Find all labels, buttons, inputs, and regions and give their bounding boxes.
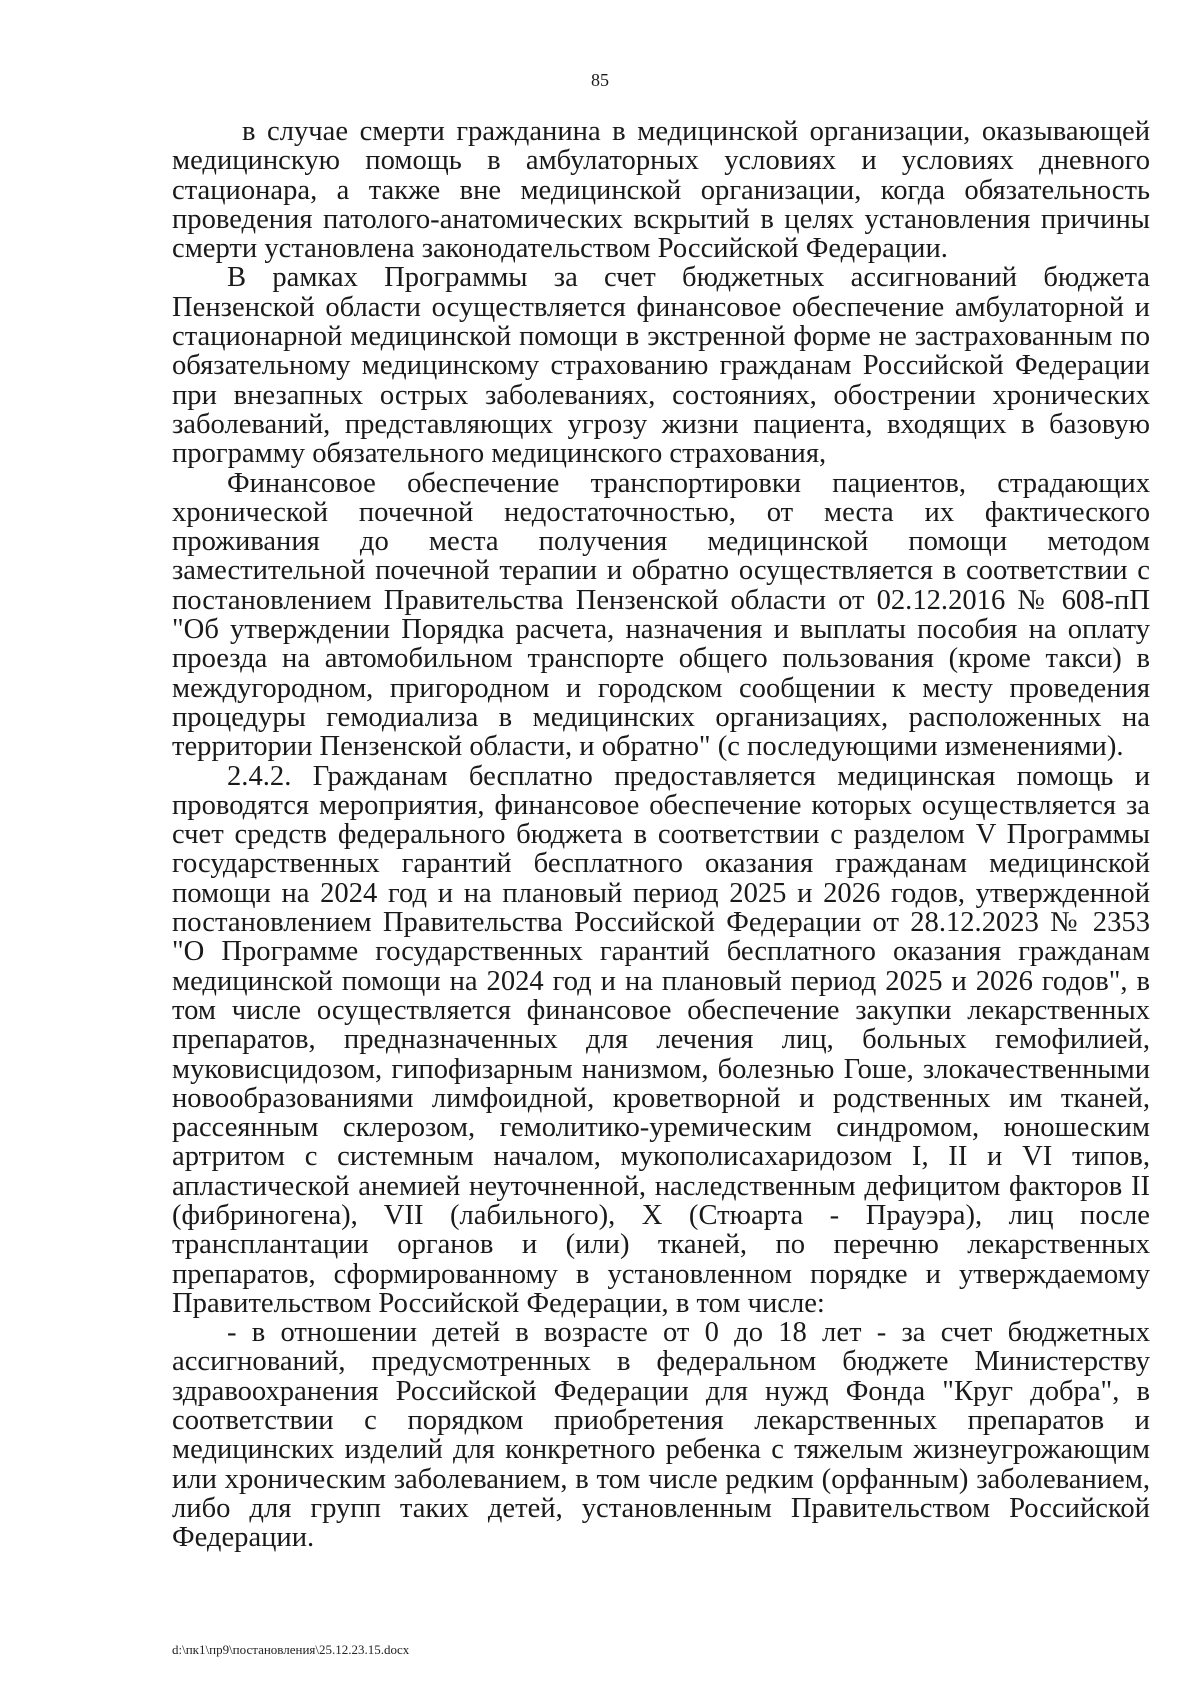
footer-file-path: d:\пк1\пр9\постановления\25.12.23.15.docx xyxy=(172,1642,410,1657)
paragraph-children-funding: - в отношении детей в возрасте от 0 до 18 лет - за счет бюджетных ассигнований, предусмотренных в федеральном бюджете Министерству здравоохранения Российской Федерации для нужд Фонда "Круг добра", в соответствии с порядком приобретения лекарственных препаратов и медицинских изделий для конкретного ребенка с тяжелым жизнеугрожающим или хроническим заболеванием, в том числе редким (орфанным) заболеванием, либо для групп таких детей, установленным Правительством Российской Федерации. xyxy=(172,1317,1150,1554)
page-number: 85 xyxy=(591,70,609,90)
paragraph-section-2-4-2: 2.4.2. Гражданам бесплатно предоставляется медицинская помощь и проводятся мероприятия, финансовое обеспечение которых осуществляется за счет средств федерального бюджета в соответствии с разделом V Программы государственных гарантий бесплатного оказания гражданам медицинской помощи на 2024 год и на плановый период 2025 и 2026 годов, утвержденной постановлением Правительства Российской Федерации от 28.12.2023 № 2353 "О Программе государственных гарантий бесплатного оказания гражданам медицинской помощи на 2024 год и на плановый период 2025 и 2026 годов", в том числе осуществляется финансовое обеспечение закупки лекарственных препаратов, предназначенных для лечения лиц, больных гемофилией, муковисцидозом, гипофизарным нанизмом, болезнью Гоше, злокачественными новообразованиями лимфоидной, кроветворной и родственных им тканей, рассеянным склерозом, гемолитико-уремическим синдромом, юношеским артритом с системным началом, мукополисахаридозом I, II и VI типов, апластической анемией неуточненной, наследственным дефицитом факторов II (фибриногена), VII (лабильного), X (Стюарта - Прауэра), лиц после трансплантации органов и (или) тканей, по перечню лекарственных препаратов, сформированному в установленном порядке и утверждаемому Правительством Российской Федерации, в том числе: xyxy=(172,760,1150,1319)
document-body xyxy=(172,117,1150,1553)
paragraph-emergency-care-funding: В рамках Программы за счет бюджетных ассигнований бюджета Пензенской области осуществляется финансовое обеспечение амбулаторной и стационарной медицинской помощи в экстренной форме не застрахованным по обязательному медицинскому страхованию гражданам Российской Федерации при внезапных острых заболеваниях, состояниях, обострении хронических заболеваний, представляющих угрозу жизни пациента, входящих в базовую программу обязательного медицинского страхования, xyxy=(172,262,1150,470)
paragraph-death-case: в случае смерти гражданина в медицинской организации, оказывающей медицинскую помощь в амбулаторных условиях и условиях дневного стационара, а также вне медицинской организации, когда обязательность проведения патолого-анатомических вскрытий в целях установления причины смерти установлена законодательством Российской Федерации. xyxy=(172,116,1150,265)
paragraph-dialysis-transport: Финансовое обеспечение транспортировки пациентов, страдающих хронической почечной недостаточностью, от места их фактического проживания до места получения медицинской помощи методом заместительной почечной терапии и обратно осуществляется в соответствии с постановлением Правительства Пензенской области от 02.12.2016 № 608-пП "Об утверждении Порядка расчета, назначения и выплаты пособия на оплату проезда на автомобильном транспорте общего пользования (кроме такси) в междугородном, пригородном и городском сообщении к месту проведения процедуры гемодиализа в медицинских организациях, расположенных на территории Пензенской области, и обратно" (с последующими изменениями). xyxy=(172,467,1150,763)
